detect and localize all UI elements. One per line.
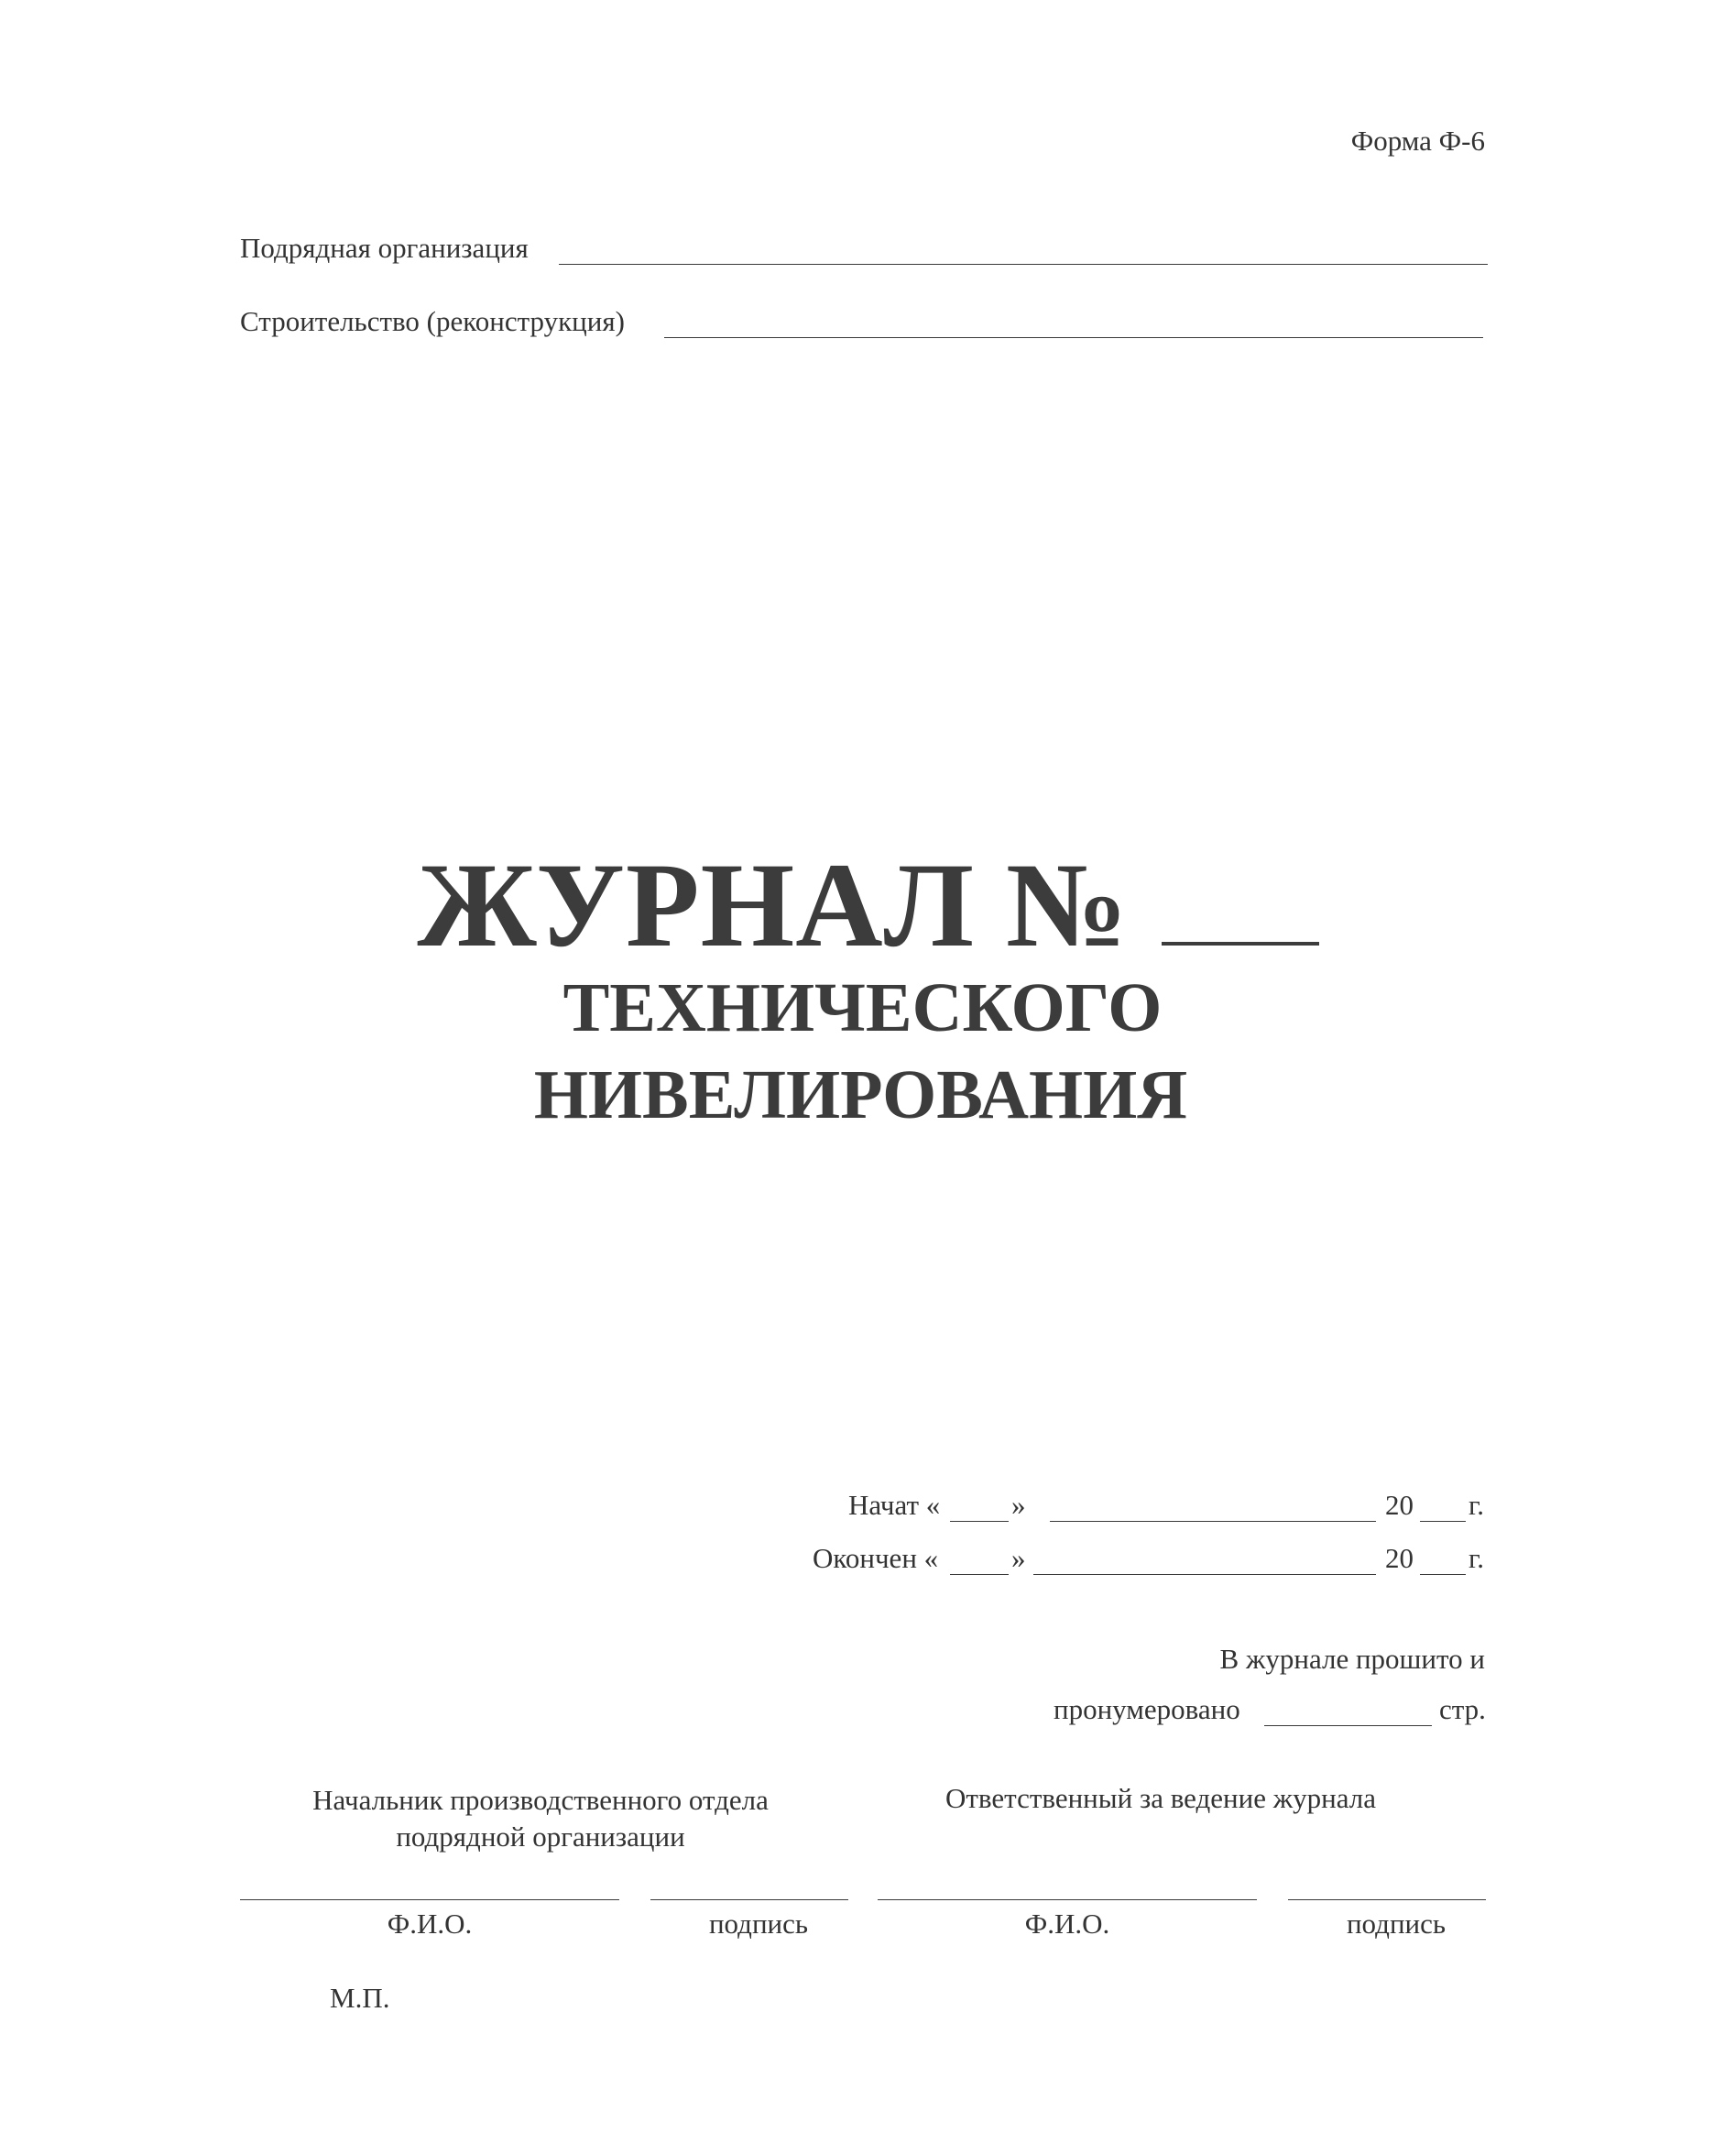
started-year-blank[interactable]: [1420, 1521, 1466, 1522]
stitched-text: В журнале прошито и: [1219, 1643, 1485, 1675]
journal-subtitle-line-1: ТЕХНИЧЕСКОГО: [562, 969, 1163, 1046]
finished-month-blank[interactable]: [1033, 1574, 1376, 1575]
finished-label: Окончен «: [813, 1542, 939, 1574]
chief-signature-line[interactable]: [650, 1899, 848, 1900]
started-month-blank[interactable]: [1050, 1521, 1376, 1522]
construction-label: Строительство (реконструкция): [240, 305, 625, 337]
started-year-prefix: 20: [1385, 1489, 1414, 1521]
journal-title-text: ЖУРНАЛ №: [417, 837, 1129, 972]
pages-count-blank[interactable]: [1264, 1725, 1432, 1726]
numbered-label: пронумеровано: [1054, 1693, 1240, 1725]
construction-field-line[interactable]: [664, 337, 1483, 338]
responsible-title: Ответственный за ведение журнала: [945, 1782, 1376, 1814]
stamp-place: М.П.: [330, 1982, 390, 2014]
contractor-label: Подрядная организация: [240, 232, 529, 264]
form-code: Форма Ф-6: [1350, 125, 1485, 157]
chief-name-line[interactable]: [240, 1899, 619, 1900]
contractor-field-line[interactable]: [559, 264, 1488, 265]
responsible-signature-caption: подпись: [1346, 1908, 1447, 1940]
finished-close-quote: »: [1011, 1542, 1026, 1574]
finished-day-blank[interactable]: [950, 1574, 1009, 1575]
journal-title: [0, 837, 1736, 972]
chief-title: Начальник производственного отдела подрядной организации: [312, 1784, 769, 1853]
pages-suffix: стр.: [1439, 1693, 1486, 1725]
finished-year-blank[interactable]: [1420, 1574, 1466, 1575]
journal-number-blank[interactable]: [1162, 847, 1319, 946]
finished-year-prefix: 20: [1385, 1542, 1414, 1574]
responsible-name-line[interactable]: [878, 1899, 1257, 1900]
started-label: Начат «: [848, 1489, 941, 1521]
chief-name-caption: Ф.И.О.: [387, 1908, 473, 1940]
responsible-name-caption: Ф.И.О.: [1024, 1908, 1110, 1940]
started-day-blank[interactable]: [950, 1521, 1009, 1522]
finished-year-suffix: г.: [1469, 1542, 1484, 1574]
responsible-signature-line[interactable]: [1288, 1899, 1486, 1900]
journal-subtitle-line-2: НИВЕЛИРОВАНИЯ: [533, 1056, 1188, 1133]
chief-signature-caption: подпись: [708, 1908, 809, 1940]
started-year-suffix: г.: [1469, 1489, 1484, 1521]
started-close-quote: »: [1011, 1489, 1026, 1521]
